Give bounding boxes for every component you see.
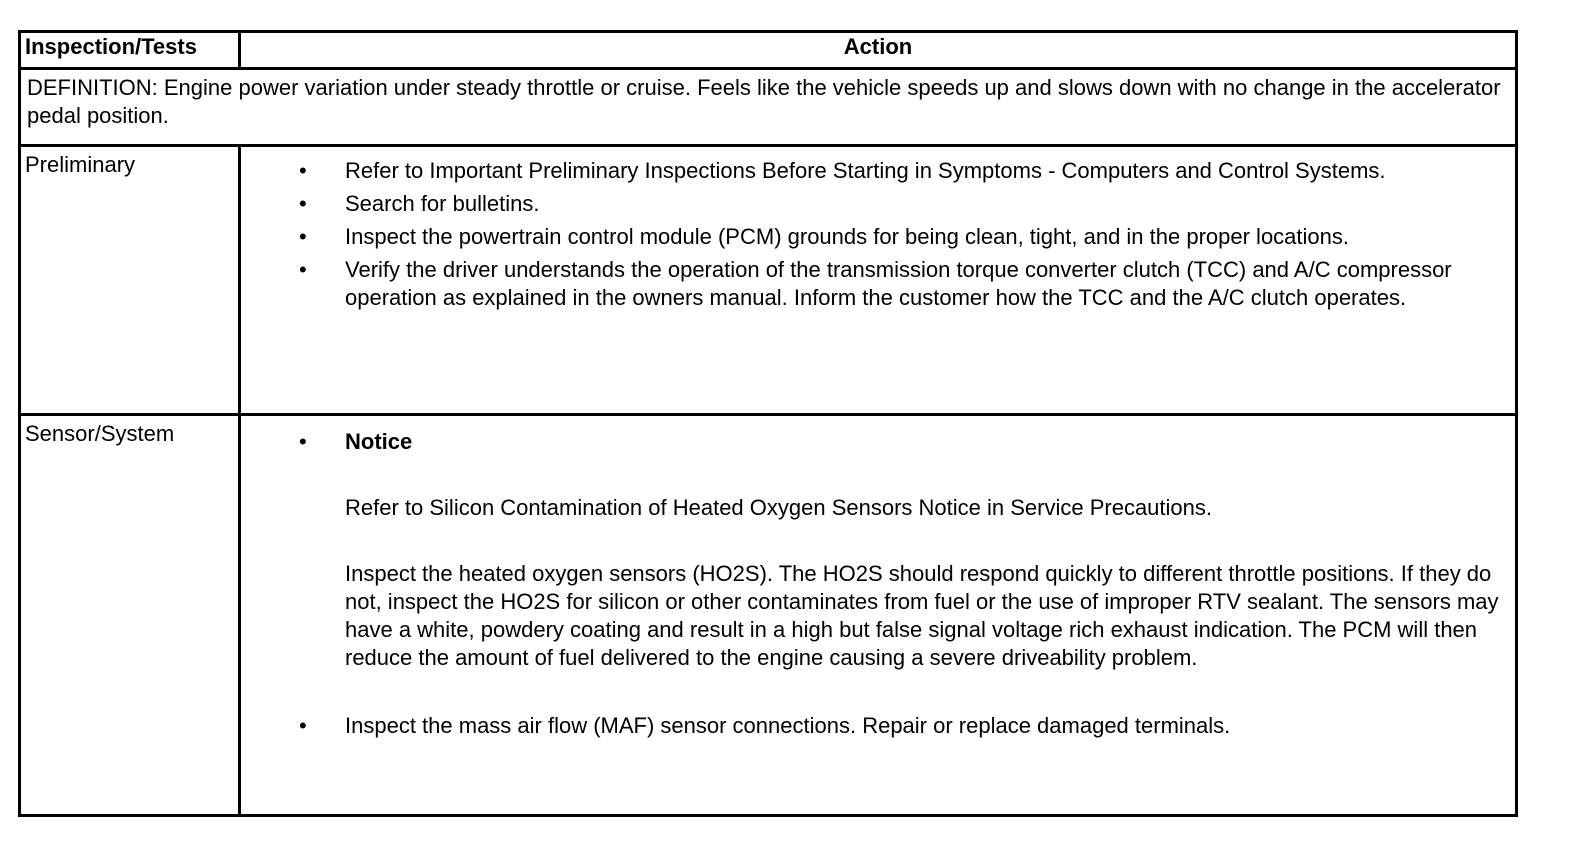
bullet-icon: • <box>299 257 307 282</box>
bullet-icon: • <box>299 429 307 454</box>
list-item-text: Search for bulletins. <box>345 191 540 216</box>
preliminary-list <box>245 147 1511 312</box>
list-item-text: Refer to Important Preliminary Inspections Before Starting in Symptoms - Computers and Control Systems. <box>345 158 1386 183</box>
sensor-list <box>245 416 1511 740</box>
preliminary-row <box>20 146 1517 415</box>
list-item-text: Verify the driver understands the operation of the transmission torque converter clutch (TCC) and A/C compressor operation as explained in the owners manual. Inform the customer how the TCC and the A/C clutch operates. <box>345 257 1452 310</box>
list-item-text: Inspect the powertrain control module (PCM) grounds for being clean, tight, and in the proper locations. <box>345 224 1349 249</box>
list-item <box>245 712 1511 740</box>
column-header-inspection-tests: Inspection/Tests <box>20 32 240 69</box>
ho2s-inspection-text: Inspect the heated oxygen sensors (HO2S). The HO2S should respond quickly to different throttle positions. If they do not, inspect the HO2S for silicon or other contaminates from fuel or the use of improper RTV sealant. The sensors may have a white, powdery coating and result in a high but false signal voltage rich exhaust indication. The PCM will then reduce the amount of fuel delivered to the engine causing a severe driveability problem. <box>345 561 1499 670</box>
bullet-icon: • <box>299 191 307 216</box>
preliminary-label: Preliminary <box>20 146 240 415</box>
list-item <box>245 256 1511 312</box>
list-item <box>245 428 1511 672</box>
notice-title: Notice <box>345 429 413 454</box>
column-header-action: Action <box>240 32 1517 69</box>
bullet-icon: • <box>299 158 307 183</box>
header-row <box>20 32 1517 69</box>
list-item <box>245 157 1511 185</box>
sensor-system-label: Sensor/System <box>20 415 240 816</box>
preliminary-actions <box>240 146 1517 415</box>
diagnostic-table <box>18 30 1518 817</box>
definition-row <box>20 69 1517 146</box>
maf-inspection-text: Inspect the mass air flow (MAF) sensor connections. Repair or replace damaged terminals. <box>345 713 1231 738</box>
definition-text: DEFINITION: Engine power variation under steady throttle or cruise. Feels like the vehicle speeds up and slows down with no change in the accelerator pedal position. <box>20 69 1517 146</box>
bullet-icon: • <box>299 713 307 738</box>
list-item <box>245 223 1511 251</box>
sensor-system-row <box>20 415 1517 816</box>
bullet-icon: • <box>299 224 307 249</box>
list-item <box>245 190 1511 218</box>
notice-text: Refer to Silicon Contamination of Heated Oxygen Sensors Notice in Service Precautions. <box>345 495 1212 520</box>
sensor-system-actions <box>240 415 1517 816</box>
